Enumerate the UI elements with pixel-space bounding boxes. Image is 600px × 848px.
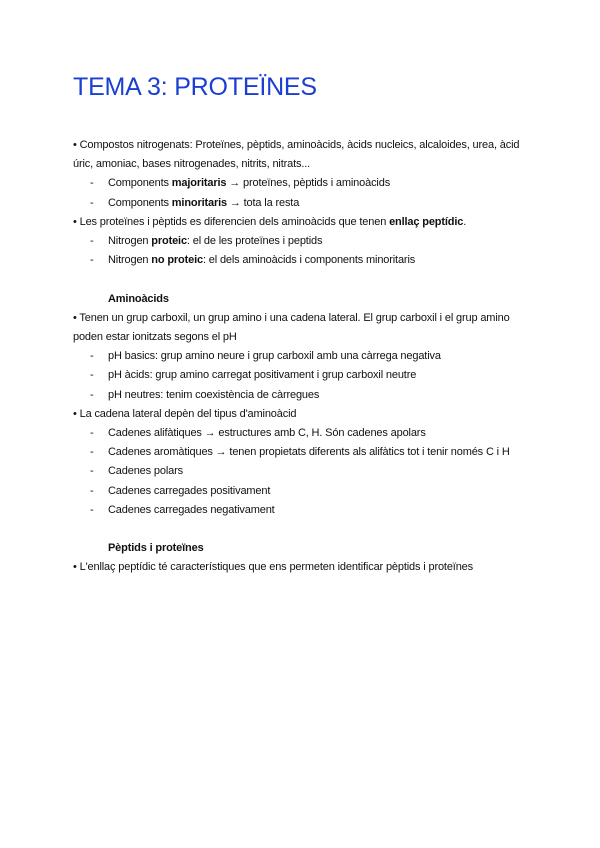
sub-item-negatives: [73, 501, 533, 520]
sub-item-ph-neutres: [73, 386, 533, 405]
bullet-paragraph-cadena-lateral: [73, 405, 533, 424]
bullet-paragraph-enllac-peptidic: [73, 558, 533, 577]
sub-item-text: Nitrogen: [108, 235, 152, 248]
sub-item-text: pH basics: grup amino neure i grup carboxil amb una càrrega negativa: [108, 350, 441, 363]
sub-item-nitrogen-proteic: [73, 232, 533, 251]
sub-item-text: Cadenes carregades positivament: [108, 484, 271, 497]
sub-item-alifatiques: [73, 424, 533, 443]
sub-item-text: Cadenes alifàtiques → estructures amb C, H. Són cadenes apolars: [108, 427, 426, 440]
sub-item-polars: [73, 462, 533, 481]
paragraph-text: Les proteïnes i pèptids es diferencien dels aminoàcids que tenen: [79, 215, 390, 228]
paragraph-text: Compostos nitrogenats: Proteïnes, pèptids, aminoàcids, àcids nucleics, alcaloides, urea, àcid úric, amoniac, bases nitrogenades, nitrits, nitrats...: [73, 139, 520, 171]
section-heading-aminoacids: Aminoàcids: [108, 292, 169, 305]
sub-item-text: → proteïnes, pèptids i aminoàcids: [226, 177, 391, 190]
dash-glyph: -: [90, 177, 94, 190]
sub-item-text: pH neutres: tenim coexistència de càrregues: [108, 388, 320, 401]
sub-item-text: → tota la resta: [226, 196, 300, 209]
document-body: [73, 136, 533, 578]
bullet-glyph: •: [73, 139, 77, 151]
sub-item-text: Components: [108, 196, 172, 209]
spacer: [73, 270, 533, 289]
bullet-glyph: •: [73, 215, 77, 228]
sub-item-text: pH àcids: grup amino carregat positivament i grup carboxil neutre: [108, 369, 417, 382]
dash-glyph: -: [90, 235, 94, 248]
dash-glyph: -: [90, 484, 94, 497]
paragraph-text: La cadena lateral depèn del tipus d'aminoàcid: [79, 407, 297, 420]
dash-glyph: -: [90, 465, 94, 478]
dash-glyph: -: [90, 427, 94, 440]
sub-item-ph-basics: [73, 347, 533, 366]
dash-glyph: -: [90, 388, 94, 401]
bold-term: proteic: [151, 235, 187, 248]
dash-glyph: -: [90, 446, 94, 459]
bold-term: no proteic: [151, 254, 203, 267]
bullet-paragraph-grups: [73, 309, 533, 347]
paragraph-text: Tenen un grup carboxil, un grup amino i una cadena lateral. El grup carboxil i el grup amino poden estar ionitzats segons el pH: [73, 311, 510, 344]
sub-item-text: : el dels aminoàcids i components minoritaris: [202, 254, 416, 267]
bullet-glyph: •: [73, 561, 77, 574]
sub-item-positives: [73, 482, 533, 501]
sub-item-text: Components: [108, 177, 172, 190]
sub-item-aromatiques: [73, 443, 533, 462]
bullet-glyph: •: [73, 311, 77, 324]
sub-item-text: : el de les proteïnes i peptids: [186, 235, 323, 248]
sub-item-text: Cadenes aromàtiques → tenen propietats diferents als alifàtics tot i tenir només C i H: [108, 446, 510, 459]
paragraph-text: L'enllaç peptídic té característiques que ens permeten identificar pèptids i proteïnes: [79, 561, 473, 574]
bold-term: minoritaris: [171, 196, 227, 209]
page-title: TEMA 3: PROTEÏNES: [73, 73, 317, 101]
bold-term: majoritaris: [171, 177, 227, 190]
dash-glyph: -: [90, 369, 94, 382]
sub-item-text: Nitrogen: [108, 254, 152, 267]
dash-glyph: -: [90, 196, 94, 209]
bullet-paragraph-compostos: [73, 136, 533, 174]
sub-item-majoritaris: [73, 174, 533, 193]
sub-item-nitrogen-no-proteic: [73, 251, 533, 270]
sub-item-minoritaris: [73, 194, 533, 213]
sub-item-text: Cadenes carregades negativament: [108, 503, 275, 516]
bold-term: enllaç peptídic: [389, 215, 464, 228]
bullet-glyph: •: [73, 407, 77, 420]
spacer: [73, 520, 533, 539]
bullet-paragraph-enllac: [73, 213, 533, 232]
dash-glyph: -: [90, 350, 94, 363]
paragraph-text: .: [463, 215, 467, 228]
sub-item-ph-acids: [73, 366, 533, 385]
section-heading-peptids: Pèptids i proteïnes: [108, 542, 204, 555]
dash-glyph: -: [90, 503, 94, 516]
dash-glyph: -: [90, 254, 94, 267]
sub-item-text: Cadenes polars: [108, 465, 183, 478]
